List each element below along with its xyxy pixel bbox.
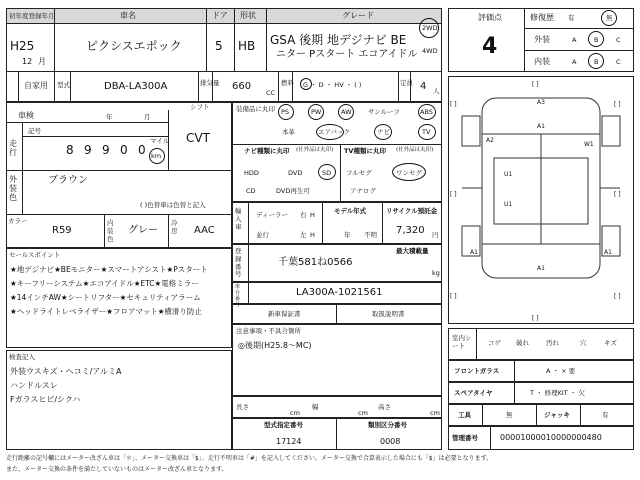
color-note: ( )色替車は色替と記入 bbox=[140, 201, 206, 209]
svg-text:[ ]: [ ] bbox=[450, 101, 457, 108]
int-b: B bbox=[594, 58, 599, 66]
nav-sd: SD bbox=[322, 169, 332, 177]
model: DBA-LA300A bbox=[104, 81, 168, 92]
sales-point: ★地デジナビ★BEモニター★スマートアシスト★Pスタート bbox=[10, 265, 208, 274]
repair-no: 無 bbox=[606, 14, 613, 22]
svg-text:[ ]: [ ] bbox=[450, 293, 457, 300]
shift-label: シフト bbox=[190, 103, 210, 111]
mileage-label: 走行 bbox=[9, 139, 17, 157]
inspection-month: 月 bbox=[144, 113, 151, 121]
seat-item: キズ bbox=[604, 339, 617, 347]
diagram-label: A1 bbox=[604, 249, 612, 256]
import-parallel: 並行 bbox=[256, 231, 269, 239]
tv-fullseg: フルセグ bbox=[346, 169, 372, 177]
notes-value: ◎後期(H25.8～MC) bbox=[238, 341, 312, 350]
nav-type-label: ナビ種類に丸印 bbox=[244, 147, 290, 155]
color-code-label: カラー bbox=[8, 217, 28, 225]
dimensions-block bbox=[232, 396, 442, 418]
equip-abs: ABS bbox=[420, 108, 433, 116]
svg-text:[ ]: [ ] bbox=[614, 101, 621, 108]
interior-color: グレー bbox=[128, 225, 158, 236]
ac: AAC bbox=[194, 225, 215, 236]
mile-unit: マイル bbox=[150, 137, 170, 145]
nav-cd: CD bbox=[246, 187, 256, 195]
sales-point: ★キーフリーシステム★エコアイドル★ETC★電格ミラー bbox=[10, 279, 199, 288]
recycle-unit: 円 bbox=[432, 231, 439, 239]
notes-label: 注意事項・不具合箇所 bbox=[236, 327, 301, 335]
nav-dvd-play: DVD再生可 bbox=[276, 187, 310, 195]
door-label: ドア bbox=[212, 11, 228, 20]
model-label: 型式 bbox=[57, 81, 70, 89]
import-label: 輸入車 bbox=[235, 207, 242, 231]
fuel-label: 燃料 bbox=[281, 79, 294, 87]
exterior-circle bbox=[588, 31, 604, 47]
equipment-label: 装備品に丸印 bbox=[236, 105, 275, 113]
import-right: 右 bbox=[300, 211, 307, 219]
diagram-label: U1 bbox=[504, 201, 513, 208]
displacement: 660 bbox=[232, 81, 252, 92]
repair-circle bbox=[601, 10, 617, 26]
inspector-label: 検査記入 bbox=[9, 353, 35, 361]
inspector-note: 外装ウスキズ・ヘコミ/アルミA bbox=[10, 367, 122, 376]
capacity-unit: 人 bbox=[433, 87, 440, 95]
diagram-label: A1 bbox=[537, 123, 545, 130]
width-label: 幅 bbox=[312, 403, 319, 411]
grade-line2: ニター Pスタート エコアイドル bbox=[276, 49, 418, 60]
mileage-digit: 9 bbox=[102, 143, 110, 157]
inspection-year: 年 bbox=[106, 113, 113, 121]
tools-value: 無 bbox=[506, 411, 513, 419]
mgmt-label: 管理番号 bbox=[452, 434, 478, 442]
jack-label: ジャッキ bbox=[544, 411, 570, 419]
ext-b: B bbox=[594, 36, 599, 44]
import-left: 左 bbox=[300, 231, 307, 239]
int-c: C bbox=[616, 58, 621, 66]
disp-label: 排気量 bbox=[200, 79, 220, 87]
type-no-label: 型式指定番号 bbox=[264, 421, 303, 429]
diagram-label: A1 bbox=[470, 249, 478, 256]
warranty-label: 新車保証書 bbox=[268, 310, 301, 318]
equip-airbag: エアバック bbox=[318, 128, 350, 136]
score: 4 bbox=[482, 34, 498, 59]
capacity: 4 bbox=[420, 81, 427, 92]
length-label: 長さ bbox=[236, 403, 249, 411]
grade-line1: GSA 後期 地デジナビ BE bbox=[270, 33, 407, 47]
chassis-label: 車台番号 bbox=[235, 284, 241, 308]
sales-points-label: セールスポイント bbox=[9, 251, 61, 259]
ext-a: A bbox=[572, 36, 577, 44]
model-year-unit: 年 bbox=[344, 231, 351, 239]
shape-label: 形状 bbox=[240, 11, 256, 20]
diagram-label: W1 bbox=[584, 141, 594, 148]
class-no: 0008 bbox=[380, 437, 401, 446]
repair-label: 修復歴 bbox=[530, 13, 554, 22]
svg-text:[ ]: [ ] bbox=[614, 293, 621, 300]
svg-text:[ ]: [ ] bbox=[532, 81, 539, 88]
tv-type-label: TV種類に丸印 bbox=[344, 147, 386, 155]
inspector-note: ハンドルスレ bbox=[10, 381, 58, 390]
manual-label: 取扱説明書 bbox=[372, 310, 405, 318]
docs-block bbox=[232, 304, 442, 324]
svg-text:[ ]: [ ] bbox=[614, 191, 621, 198]
diagram-label: U1 bbox=[504, 171, 513, 178]
footer-line2: また、メーター交換の条件を満たしていないものはメーター改ざん車となります。 bbox=[6, 466, 228, 473]
use-label: 自家用 bbox=[24, 81, 48, 90]
sales-point: ★14インチAW★シートリフター★セキュリティアラーム bbox=[10, 293, 201, 302]
equip-tv: TV bbox=[422, 128, 431, 136]
ac-label: 冷房 bbox=[171, 219, 178, 235]
diagram-label: A1 bbox=[537, 265, 545, 272]
nav-dvd: DVD bbox=[288, 169, 303, 177]
mileage-digit: 8 bbox=[66, 143, 74, 157]
seat-item: 汚れ bbox=[546, 339, 559, 347]
svg-text:[ ]: [ ] bbox=[532, 315, 539, 322]
diagram-label: A2 bbox=[486, 137, 494, 144]
type-no: 17124 bbox=[276, 437, 302, 446]
color-code: R59 bbox=[52, 225, 72, 236]
height-unit: cm bbox=[430, 409, 440, 417]
shift: CVT bbox=[186, 131, 210, 145]
mileage-sub: 記号 bbox=[28, 127, 41, 135]
equip-pw: PW bbox=[311, 108, 322, 116]
equip-aw: AW bbox=[341, 108, 352, 116]
spare-label: スペアタイヤ bbox=[454, 389, 493, 397]
ext-c: C bbox=[616, 36, 621, 44]
car-name: ピクシスエポック bbox=[86, 39, 182, 53]
tools-label: 工具 bbox=[458, 411, 471, 419]
interior-color-label: 内装色 bbox=[107, 219, 114, 243]
height-label: 高さ bbox=[378, 403, 391, 411]
car-diagram bbox=[448, 76, 634, 324]
import-dealer: ディーラー bbox=[256, 211, 288, 219]
color-label: 外装色 bbox=[9, 175, 17, 202]
seat-item: 破れ bbox=[516, 339, 529, 347]
recycle-value: 7,320 bbox=[396, 225, 425, 236]
equip-ps: PS bbox=[281, 108, 290, 116]
interior-circle bbox=[588, 53, 604, 69]
cc-unit: CC bbox=[266, 89, 276, 97]
model-year: 不明 bbox=[364, 231, 377, 239]
inspector-note: Fガラスヒビ/シクハ bbox=[10, 395, 81, 404]
kg-unit: kg bbox=[432, 269, 440, 277]
nav-hdd: HDD bbox=[244, 169, 259, 177]
reg-no-label: 登録番号 bbox=[235, 247, 242, 279]
spare-value: T ・ 修理KIT ・ 欠 bbox=[530, 389, 585, 397]
windshield-label: フロントガラス bbox=[454, 367, 500, 375]
length-unit: cm bbox=[290, 409, 300, 417]
sales-point: ★ヘッドライトレベライザー★フロアマット★横滑り防止 bbox=[10, 307, 202, 316]
capacity-label: 定員 bbox=[400, 79, 413, 87]
seat-item: コゲ bbox=[488, 339, 501, 347]
reg-year: H25 bbox=[10, 39, 35, 53]
seat-label: 室内シート bbox=[452, 334, 472, 351]
color: ブラウン bbox=[48, 175, 88, 186]
footer-line1: 走行距離の記号欄にはメーター改ざん車は「＊」、メーター交換車は「$」、走行不明車は「#」を記入してください。メーター交換で合算表示した場合にも「$」は必要となります。 bbox=[6, 455, 493, 462]
drive-4wd: 4WD bbox=[422, 47, 438, 55]
interior-label: 内装 bbox=[534, 57, 550, 66]
shape: HB bbox=[238, 39, 256, 53]
reg-no: 千葉581ね0566 bbox=[278, 257, 353, 268]
nav-type-note: (社外品は丸印) bbox=[296, 147, 334, 153]
windshield-value: A ・ × 要 bbox=[546, 367, 576, 375]
exterior-label: 外装 bbox=[534, 35, 550, 44]
km-unit: km bbox=[151, 152, 162, 160]
chassis-no: LA300A-1021561 bbox=[296, 287, 383, 298]
svg-text:[ ]: [ ] bbox=[450, 191, 457, 198]
reg-month-unit: 月 bbox=[38, 57, 46, 66]
fuel-options: G ・ D ・ HV ・ ( ) bbox=[303, 81, 362, 89]
mileage-digit: 9 bbox=[84, 143, 92, 157]
equip-nav: ナビ bbox=[377, 128, 390, 136]
recycle-label: リサイクル預託金 bbox=[386, 207, 438, 215]
width-unit: cm bbox=[358, 409, 368, 417]
repair-yes: 有 bbox=[568, 14, 575, 22]
model-year-label: モデル年式 bbox=[334, 207, 367, 215]
diagram-label: A3 bbox=[537, 99, 545, 106]
first-reg-label: 初年度登録年月 bbox=[9, 12, 55, 20]
mileage-digit: 0 bbox=[120, 143, 128, 157]
tv-analog: アナログ bbox=[350, 187, 376, 195]
inspection-label: 車検 bbox=[18, 111, 34, 120]
class-no-label: 類別区分番号 bbox=[368, 421, 407, 429]
equip-leather: 本革 bbox=[282, 128, 295, 136]
equip-sunroof: サンルーフ bbox=[368, 108, 400, 116]
grade-label: グレード bbox=[342, 11, 374, 20]
tv-type-note: (社外品は丸印) bbox=[396, 147, 434, 153]
reg-month: 12 bbox=[22, 57, 33, 66]
import-left-h: H bbox=[310, 231, 315, 239]
import-right-h: H bbox=[310, 211, 315, 219]
doors: 5 bbox=[215, 39, 223, 53]
max-load-label: 最大積載量 bbox=[396, 247, 429, 255]
score-label: 評価点 bbox=[478, 13, 502, 22]
jack-value: 有 bbox=[602, 411, 609, 419]
mileage-digit: 0 bbox=[138, 143, 146, 157]
int-a: A bbox=[572, 58, 577, 66]
tv-oneseg: ワンセグ bbox=[396, 169, 422, 177]
seat-item: 穴 bbox=[580, 339, 587, 347]
car-name-label: 車名 bbox=[120, 11, 136, 20]
mgmt-no: 00001000010000000480 bbox=[500, 433, 602, 442]
drive-2wd: 2WD bbox=[422, 24, 438, 32]
